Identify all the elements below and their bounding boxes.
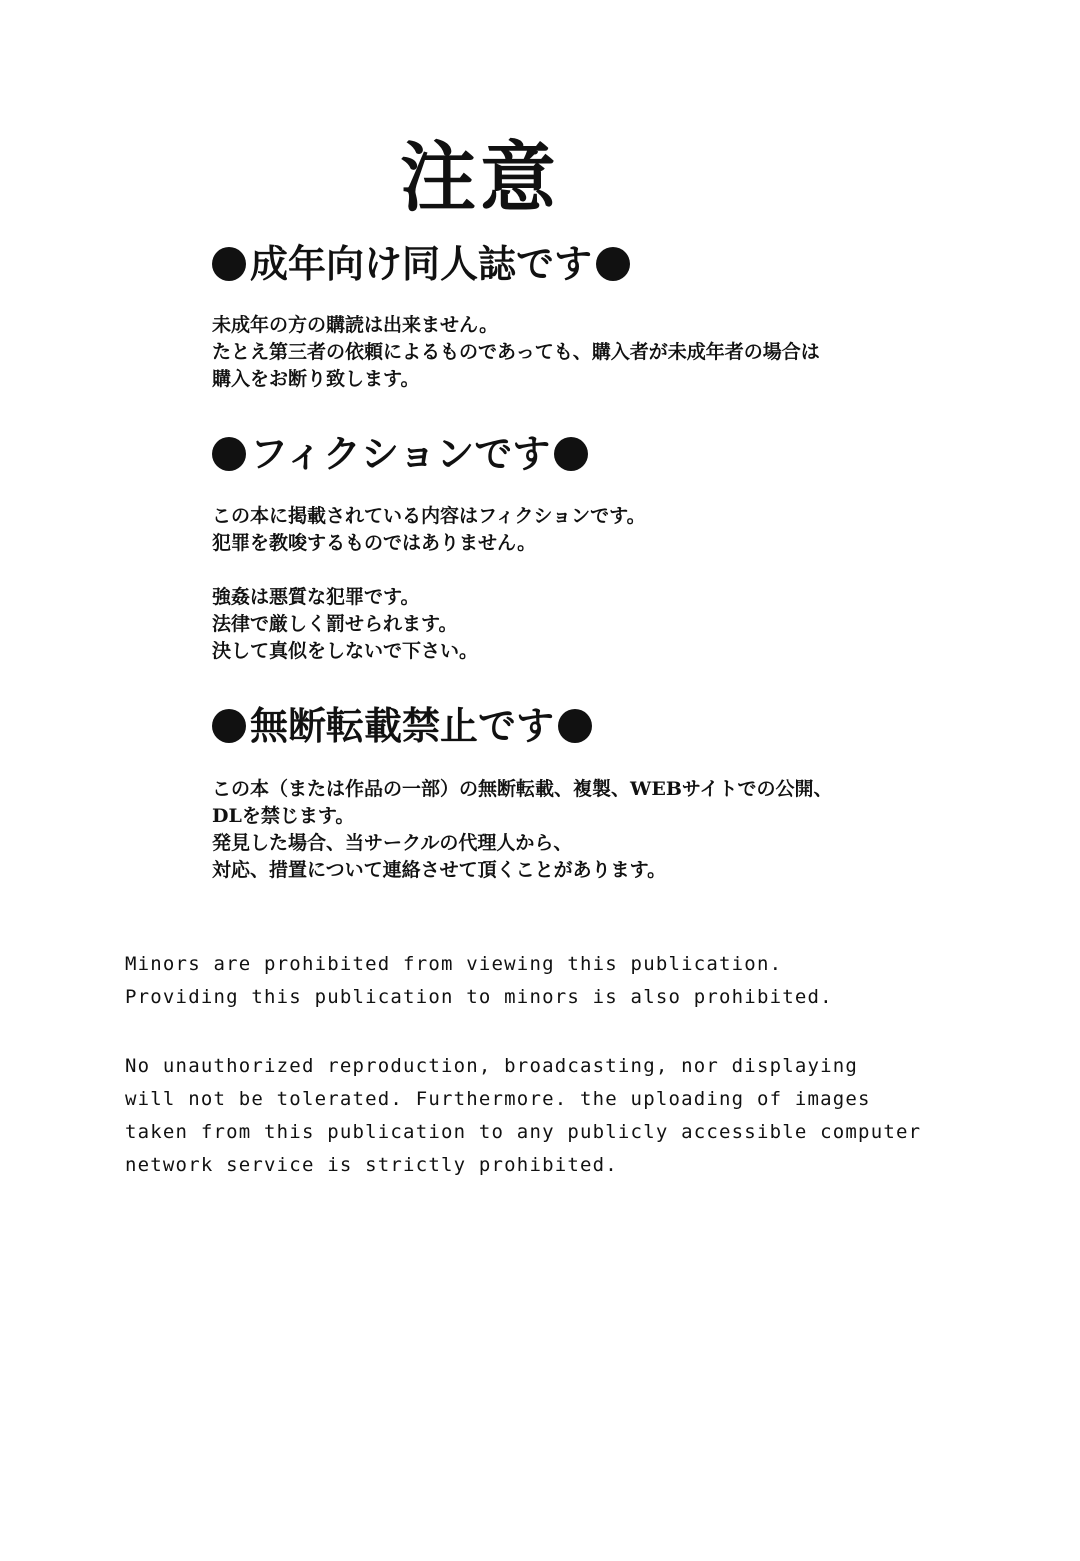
section-heading-fiction [212,430,588,478]
text-line: 発見した場合、当サークルの代理人から、 [212,832,573,854]
text-line: 強姦は悪質な犯罪です。 [212,586,420,608]
section-text-adult [212,312,820,393]
text-line: たとえ第三者の依頼によるものであっても、購入者が未成年者の場合は [212,341,820,363]
bullet-icon [596,247,630,281]
text-line: taken from this publication to any publicly accessible computer [125,1121,922,1143]
text-line: No unauthorized reproduction, broadcasting, nor displaying [125,1055,859,1077]
text-line: この本に掲載されている内容はフィクションです。 [212,505,646,527]
text-line: will not be tolerated. Furthermore. the uploading of images [125,1088,871,1110]
section-heading-label: 無断転載禁止です [250,704,555,748]
section-heading-adult [212,240,630,288]
text-line: 未成年の方の購読は出来ません。 [212,314,499,336]
bullet-icon [212,437,246,471]
bullet-icon [212,709,246,743]
text-line: Minors are prohibited from viewing this publication. [125,953,783,975]
text-line: 決して真似をしないで下さい。 [212,640,479,662]
text-line: network service is strictly prohibited. [125,1154,618,1176]
section-text-reprint [212,776,833,884]
bullet-icon [212,247,246,281]
bullet-icon [558,709,592,743]
section-heading-label: 成年向け同人誌です [250,242,593,286]
section-heading-label: フィクションです [250,432,551,476]
text-line: DLを禁じます。 [212,805,355,827]
text-line: この本（または作品の一部）の無断転載、複製、WEBサイトでの公開、 [212,778,833,800]
text-line: 犯罪を教唆するものではありません。 [212,532,537,554]
section-text-fiction [212,503,646,557]
section-text-crime [212,584,478,665]
text-line: 法律で厳しく罰せられます。 [212,613,458,635]
bullet-icon [554,437,588,471]
text-line: 対応、措置について連絡させて頂くことがあります。 [212,859,667,881]
page-title: 注意 [400,133,560,222]
english-notice-reproduction [125,1050,921,1182]
text-line: 購入をお断り致します。 [212,368,420,390]
english-notice-minors [125,948,833,1014]
text-line: Providing this publication to minors is also prohibited. [125,986,833,1008]
section-heading-reprint [212,702,592,750]
